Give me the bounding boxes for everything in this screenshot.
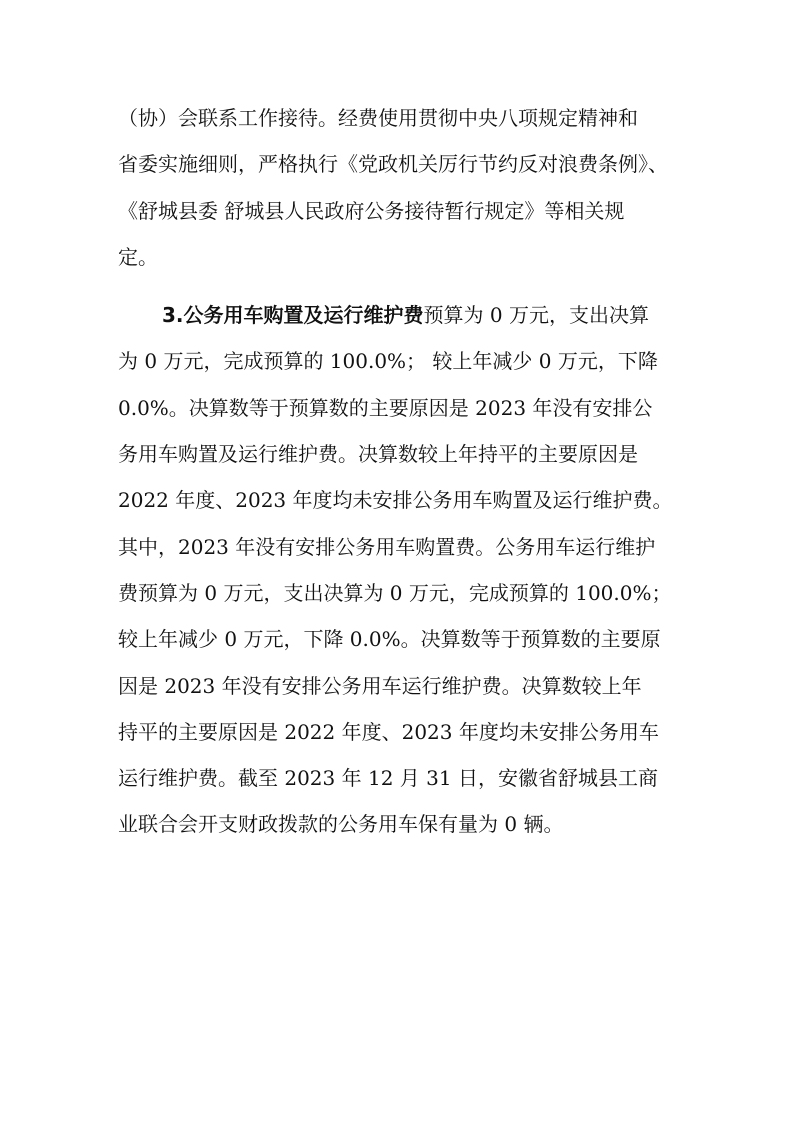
text-line: 其中，2023 年没有安排公务用车购置费。公务用车运行维护 (118, 534, 656, 559)
text-line: 持平的主要原因是 2022 年度、2023 年度均未安排公务用车 (118, 719, 659, 744)
text-line: 运行维护费。截至 2023 年 12 月 31 日，安徽省舒城县工商 (118, 766, 658, 791)
text-line: 定。 (118, 244, 158, 269)
text-line: 因是 2023 年没有安排公务用车运行维护费。决算数较上年 (118, 673, 642, 698)
text-line: 《舒城县委 舒城县人民政府公务接待暂行规定》等相关规 (118, 198, 625, 223)
paragraph-reception-fees (118, 95, 678, 280)
text-line: 2022 年度、2023 年度均未安排公务用车购置及运行维护费。 (118, 488, 673, 513)
text-line: 为 0 万元，完成预算的 100.0%； 较上年减少 0 万元，下降 (118, 349, 658, 374)
text-line: 业联合会开支财政拨款的公务用车保有量为 0 辆。 (118, 812, 564, 837)
text-line: 费预算为 0 万元，支出决算为 0 万元，完成预算的 100.0%； (118, 580, 672, 605)
text-line: 较上年减少 0 万元，下降 0.0%。决算数等于预算数的主要原 (118, 627, 661, 652)
text-line: （协）会联系工作接待。经费使用贯彻中央八项规定精神和 (118, 106, 638, 130)
text-line (118, 292, 678, 338)
section-heading: 3.公务用车购置及运行维护费 (162, 303, 424, 328)
paragraph-vehicle-fees (118, 292, 678, 848)
text-line: 0.0%。决算数等于预算数的主要原因是 2023 年没有安排公 (118, 395, 653, 420)
text-span: 预算为 0 万元，支出决算 (423, 303, 649, 328)
text-line: 省委实施细则，严格执行《党政机关厉行节约反对浪费条例》、 (118, 152, 668, 177)
text-line: 务用车购置及运行维护费。决算数较上年持平的主要原因是 (118, 442, 638, 467)
body-text (118, 95, 678, 848)
